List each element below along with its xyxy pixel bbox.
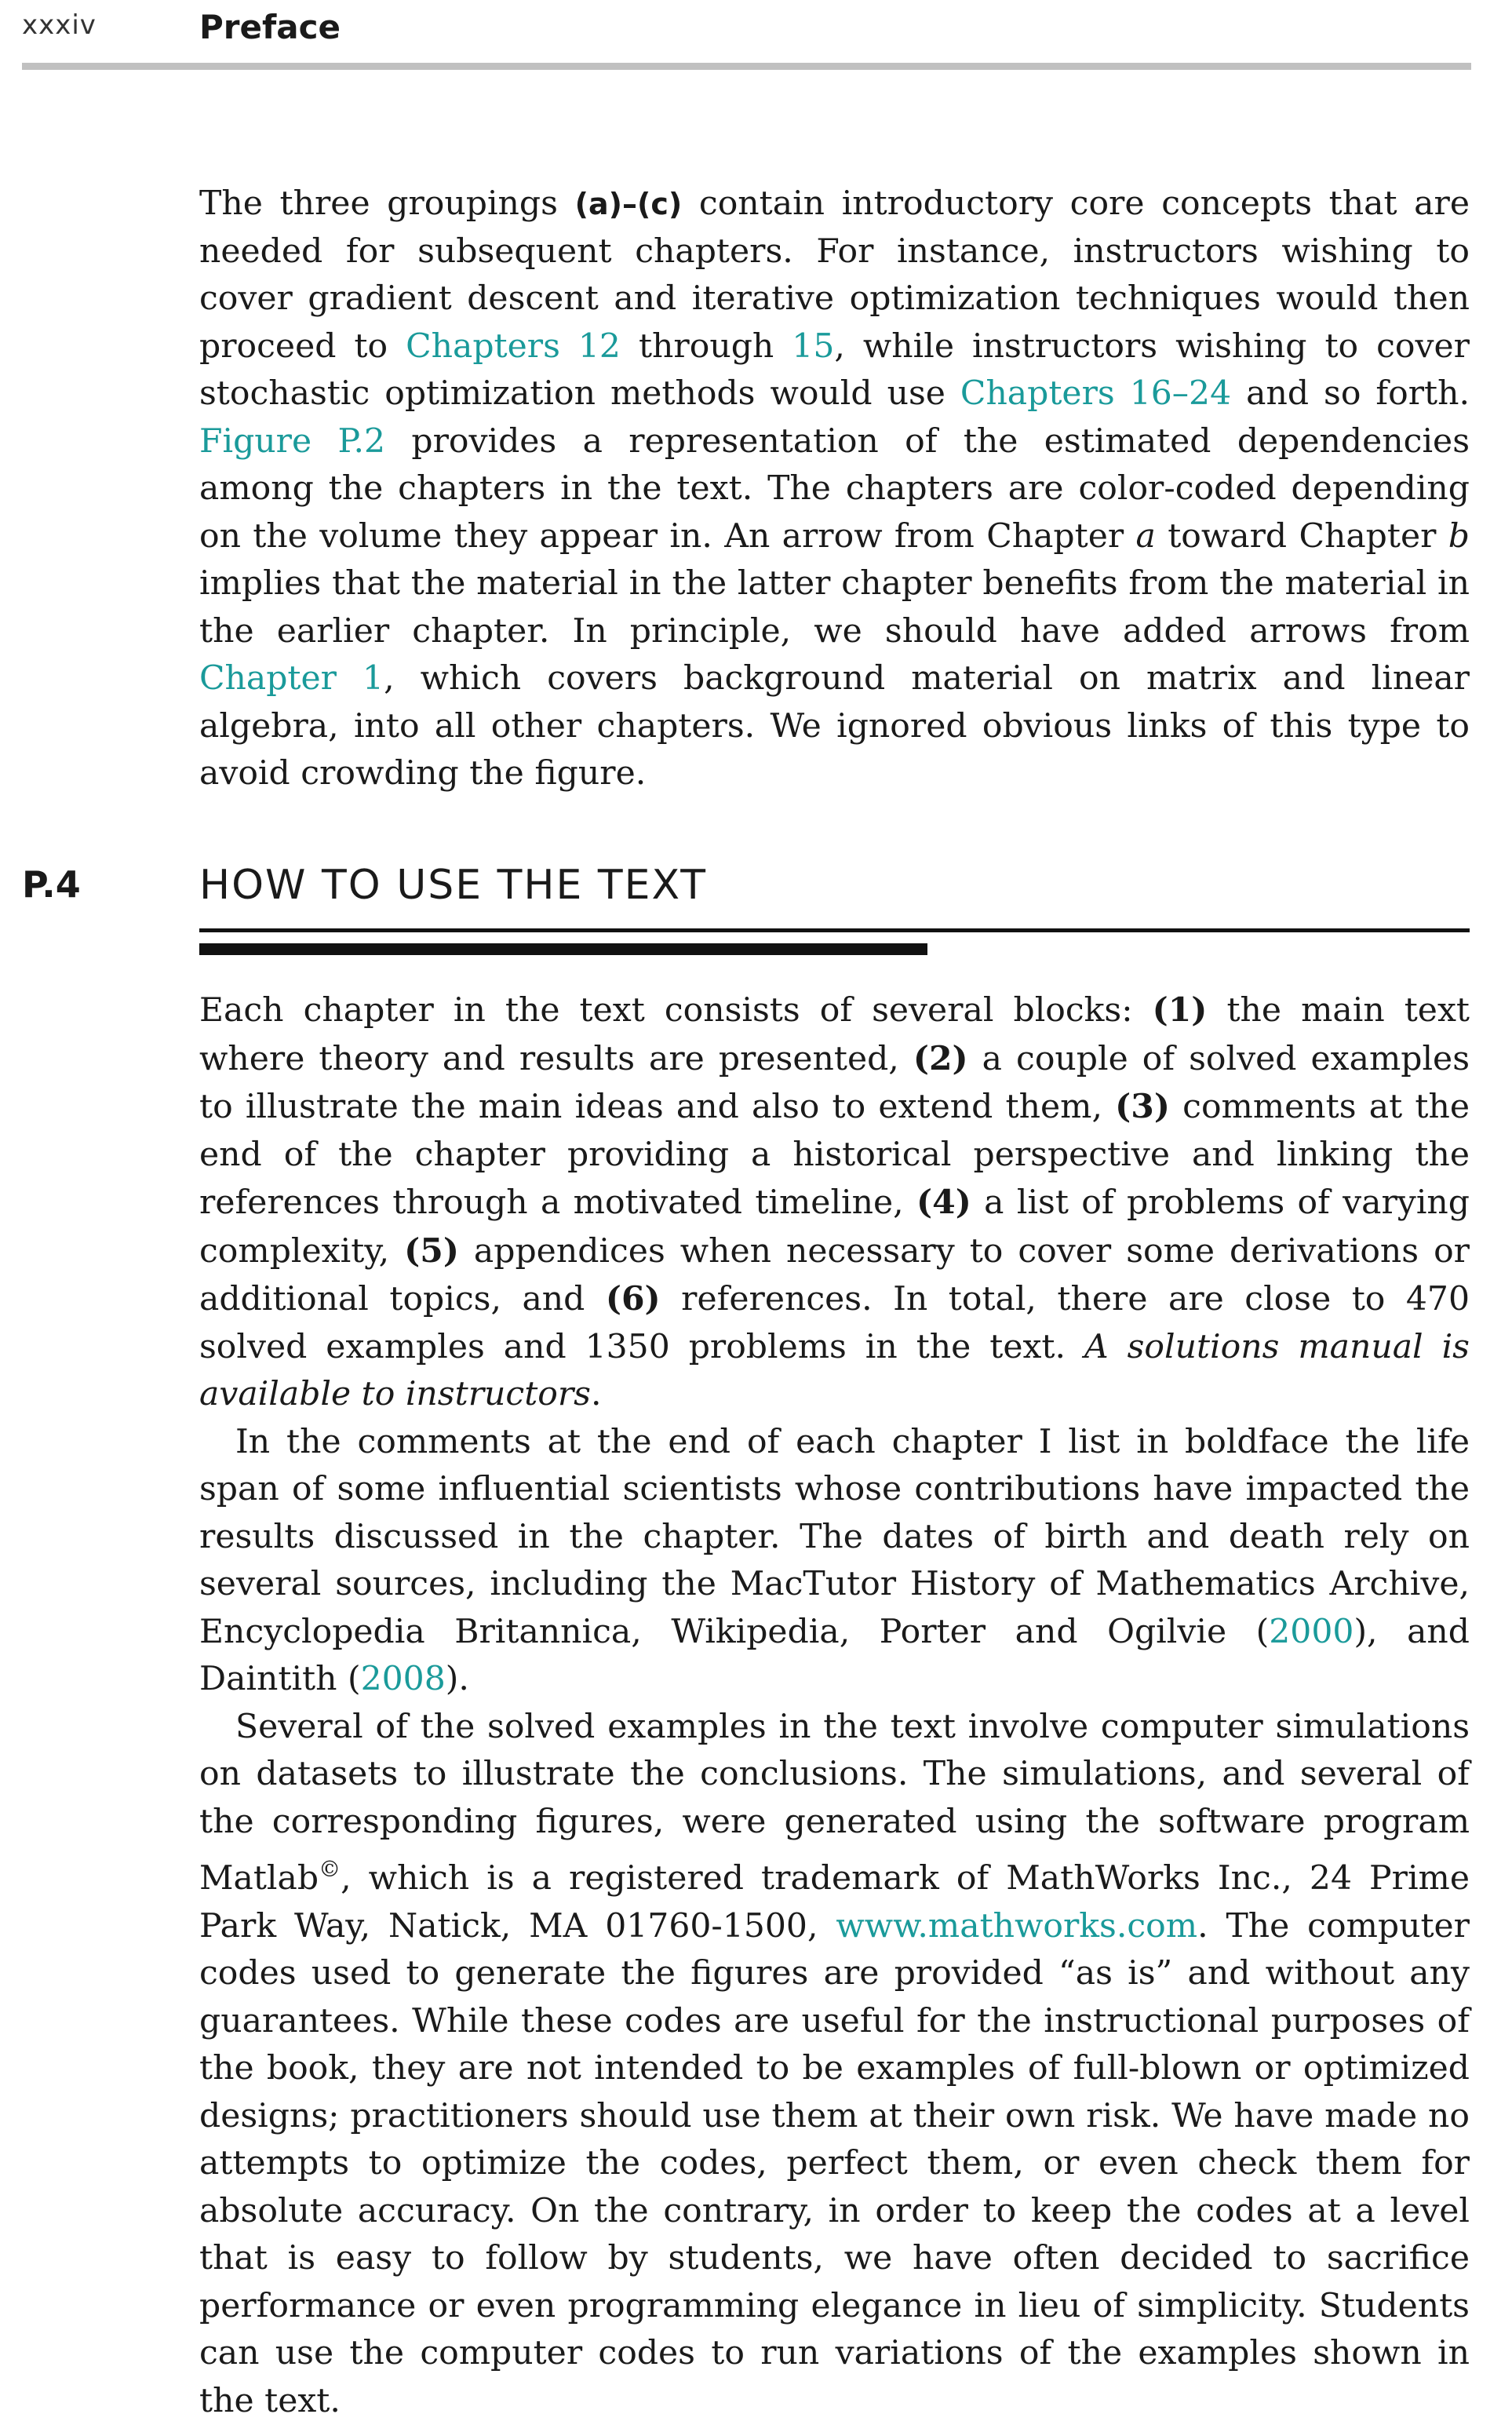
link-mathworks[interactable]: www.mathworks.com bbox=[836, 1907, 1197, 1945]
text-run: ), and Daintith ( bbox=[199, 1613, 1470, 1699]
italic-b: b bbox=[1448, 517, 1470, 556]
text-run: comments at the end of the chapter providing a historical perspective and linking the references through a motivated timeline, bbox=[199, 1088, 1470, 1222]
text-run: ). bbox=[446, 1660, 469, 1698]
paragraph-blocks bbox=[199, 986, 1470, 1419]
paragraph-simulations bbox=[199, 1704, 1470, 2425]
section-rule-thin bbox=[199, 928, 1470, 932]
link-chapters-16-24[interactable]: Chapters 16–24 bbox=[960, 374, 1231, 413]
italic-a: a bbox=[1136, 517, 1156, 556]
link-chapters-12[interactable]: Chapters 12 bbox=[406, 327, 621, 366]
running-header-title: Preface bbox=[199, 8, 341, 46]
text-run: , while instructors wishing to cover stochastic optimization methods would use bbox=[199, 327, 1470, 414]
bold-enum-4: (4) bbox=[916, 1183, 971, 1222]
text-run: a list of problems of varying complexity, bbox=[199, 1183, 1470, 1271]
text-run: . The computer codes used to generate the figures are provided “as is” and without any guarantees. While these codes are useful for the instructional purposes of the book, they are not intended to be examples of full-blown or optimized designs; practitioners should use them at their own risk. We have made no attempts to optimize the codes, perfect them, or even check them for absolute accuracy. On the contrary, in order to keep the codes at a level that is easy to follow by students, we have often decided to sacrifice performance or even programming elegance in lieu of simplicity. Students can use the computer codes to run variations of the examples shown in the text. bbox=[199, 1907, 1470, 2420]
text-run: and so forth. bbox=[1231, 374, 1470, 413]
text-run: Several of the solved examples in the text involve computer simulations on datasets to illustrate the conclusions. The simulations, and several of the corresponding figures, were generated using the software program Matlab bbox=[199, 1708, 1470, 1898]
page-number: xxxiv bbox=[22, 9, 97, 41]
link-chapter-1[interactable]: Chapter 1 bbox=[199, 659, 384, 698]
text-run: , which is a registered trademark of MathWorks Inc., 24 Prime Park Way, Natick, MA 01760-1500, bbox=[199, 1859, 1470, 1945]
section-number: P.4 bbox=[22, 863, 81, 906]
bold-groupings-label: (a)–(c) bbox=[575, 187, 683, 221]
link-citation-2000[interactable]: 2000 bbox=[1269, 1613, 1354, 1651]
link-figure-p2[interactable]: Figure P.2 bbox=[199, 422, 385, 461]
bold-enum-2: (2) bbox=[913, 1039, 968, 1078]
text-run: provides a representation of the estimated dependencies among the chapters in the text. The chapters are color-coded depending on the volume they appear in. An arrow from Chapter bbox=[199, 422, 1470, 556]
section-body bbox=[199, 986, 1470, 2425]
text-run: implies that the material in the latter chapter benefits from the material in the earlier chapter. In principle, we should have added arrows from bbox=[199, 564, 1470, 651]
copyright-symbol: © bbox=[319, 1856, 341, 1882]
text-run: references. In total, there are close to 470 solved examples and 1350 problems in the text. bbox=[199, 1280, 1470, 1366]
bold-enum-6: (6) bbox=[606, 1279, 661, 1318]
text-run: toward Chapter bbox=[1156, 517, 1448, 556]
text-run: the main text where theory and results are presented, bbox=[199, 991, 1470, 1078]
text-run: The three groupings bbox=[199, 184, 575, 223]
text-run: . bbox=[591, 1375, 602, 1413]
link-chapter-15[interactable]: 15 bbox=[792, 327, 834, 366]
intro-paragraph-block bbox=[199, 181, 1470, 798]
text-run: a couple of solved examples to illustrate the main ideas and also to extend them, bbox=[199, 1040, 1470, 1127]
text-run: through bbox=[621, 327, 792, 366]
section-rule-thick bbox=[199, 943, 927, 955]
link-citation-2008[interactable]: 2008 bbox=[361, 1660, 446, 1698]
text-run: appendices when necessary to cover some derivations or additional topics, and bbox=[199, 1232, 1470, 1319]
bold-enum-3: (3) bbox=[1115, 1087, 1170, 1126]
paragraph-groupings bbox=[199, 181, 1470, 798]
bold-enum-1: (1) bbox=[1153, 990, 1208, 1030]
bold-enum-5: (5) bbox=[404, 1231, 459, 1271]
text-run: Each chapter in the text consists of several blocks: bbox=[199, 991, 1153, 1030]
text-run: In the comments at the end of each chapter I list in boldface the life span of some influential scientists whose contributions have impacted the results discussed in the chapter. The dates of birth and death rely on several sources, including the MacTutor History of Mathematics Archive, Encyclopedia Britannica, Wikipedia, Porter and Ogilvie ( bbox=[199, 1423, 1470, 1651]
text-run: , which covers background material on matrix and linear algebra, into all other chapters. We ignored obvious links of this type to avoid crowding the figure. bbox=[199, 659, 1470, 793]
header-rule bbox=[22, 63, 1471, 70]
italic-solutions-manual: A solutions manual is available to instructors bbox=[199, 1328, 1470, 1414]
section-title: HOW TO USE THE TEXT bbox=[199, 862, 707, 909]
text-run: contain introductory core concepts that are needed for subsequent chapters. For instance, instructors wishing to cover gradient descent and iterative optimization techniques would then proceed to bbox=[199, 184, 1470, 366]
running-header bbox=[22, 9, 1470, 57]
paragraph-comments bbox=[199, 1419, 1470, 1704]
